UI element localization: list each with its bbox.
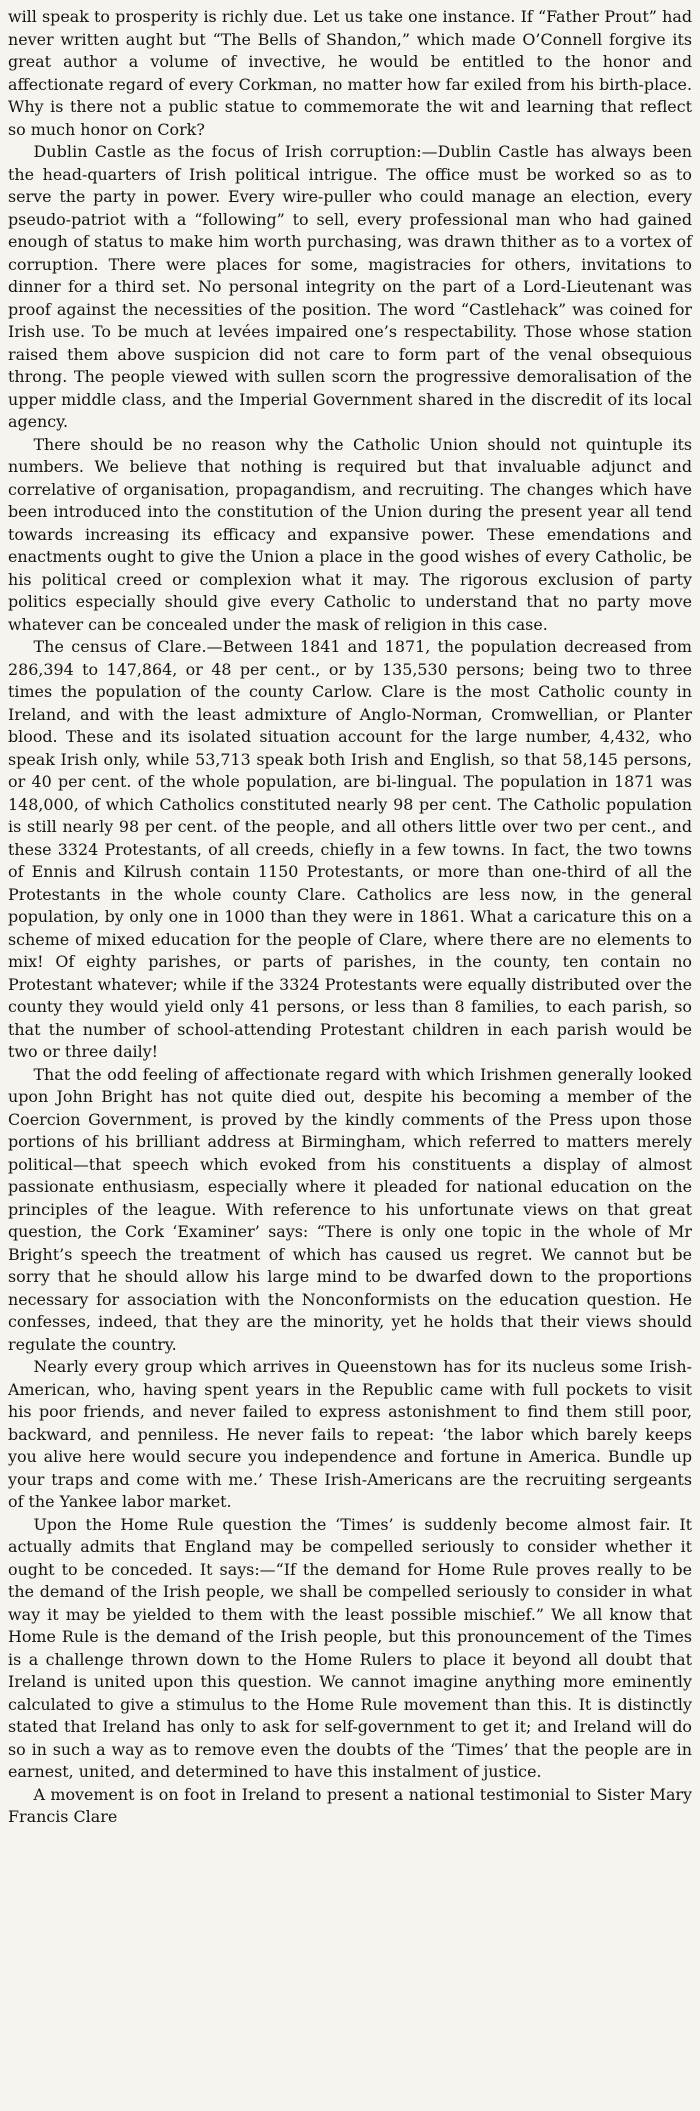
paragraph-text: Upon the Home Rule question the ‘Times’ is suddenly become almost fair. It actually admits that England may be compelled seriously to consider whether it ought to be conceded. It says:—“If the demand for Home Rule proves really to be the demand of the Irish people, we shall be compelled seriously to consider in what way it may be yielded to them with the least possible mischief.” We all know that Home Rule is the demand of the Irish people, but this pronouncement of the Times is a challenge thrown down to the Home Rulers to place it beyond all doubt that Ireland is united upon this question. We cannot imagine anything more eminently calculated to give a stimulus to the Home Rule movement than this. It is distinctly stated that Ireland has only to ask for self-government to get it; and Ireland will do so in such a way as to remove even the doubts of the ‘Times’ that the people are in earnest, united, and determined to have this instalment of justice. [8,1514,692,1781]
paragraph-queenstown [8,1356,692,1514]
paragraph-text: Between 1841 and 1871, the population decreased from 286,394 to 147,864, or 48 per cent., or by 135,530 persons; being two to three times the population of the county Carlow. Clare is the most Catholic county in Ireland, and with the least admixture of Anglo-Norman, Cromwellian, or Planter blood. These and its isolated situation account for the large number, 4,432, who speak Irish only, while 53,713 speak both Irish and English, so that 58,145 persons, or 40 per cent. of the whole population, are bi-lingual. The population in 1871 was 148,000, of which Catholics constituted nearly 98 per cent. The Catholic population is still nearly 98 per cent. of the people, and all others little over two per cent., and these 3324 Protestants, of all creeds, chiefly in a few towns. In fact, the two towns of Ennis and Kilrush contain 1150 Protestants, or more than one-third of all the Protestants in the whole county Clare. Catholics are less now, in the general population, by only one in 1000 than they were in 1861. What a caricature this on a scheme of mixed education for the people of Clare, where there are no elements to mix! Of eighty parishes, or parts of parishes, in the county, ten contain no Protestant whatever; while if the 3324 Protestants were equally distributed over the county they would yield only 41 persons, or less than 8 families, to each parish, so that the number of school-attending Protestant children in each parish would be two or three daily! [8,637,692,1061]
paragraph-father-prout [8,6,692,141]
paragraph-lead: Dublin Castle as the focus of Irish corruption:— [33,142,438,161]
paragraph-text: Nearly every group which arrives in Queenstown has for its nucleus some Irish-American, who, having spent years in the Republic came with full pockets to visit his poor friends, and never failed to express astonishment to find them still poor, backward, and penniless. He never fails to repeat: ‘the labor which barely keeps you alive here would secure you independence and fortune in America. Bundle up your traps and come with me.’ These Irish-Americans are the recruiting sergeants of the Yankee labor market. [8,1357,692,1511]
paragraph-testimonial [8,1784,692,1829]
paragraph-lead: The census of Clare.— [33,637,223,656]
paragraph-text: A movement is on foot in Ireland to present a national testimonial to Sister Mary Francis Clare [8,1784,692,1826]
paragraph-catholic-union [8,434,692,637]
paragraph-census-of-clare [8,636,692,1064]
paragraph-text: That the odd feeling of affectionate regard with which Irishmen generally looked upon John Bright has not quite died out, despite his becoming a member of the Coercion Government, is proved by the kindly comments of the Press upon those portions of his brilliant address at Birmingham, which referred to matters merely political—that speech which evoked from his constituents a display of almost passionate enthusiasm, especially where it pleaded for national education on the principles of the league. With reference to his unfortunate views on that great question, the Cork ‘Examiner’ says: “There is only one topic in the whole of Mr Bright’s speech the treatment of which has caused us regret. We cannot but be sorry that he should allow his large mind to be dwarfed down to the proportions necessary for association with the Nonconformists on the education question. He confesses, indeed, that they are the minority, yet he holds that their views should regulate the country. [8,1064,692,1354]
paragraph-john-bright [8,1064,692,1357]
paragraph-text: Dublin Castle has always been the head-quarters of Irish political intrigue. The office must be worked so as to serve the party in power. Every wire-puller who could manage an election, every pseudo-patriot with a “following” to sell, every professional man who had gained enough of status to make him worth purchasing, was drawn thither as to a vortex of corruption. There were places for some, magistracies for others, invitations to dinner for a third set. No personal integrity on the part of a Lord-Lieutenant was proof against the necessities of the position. The word “Castlehack” was coined for Irish use. To be much at levées impaired one’s respectability. Those whose station raised them above suspicion did not care to form part of the venal obsequious throng. The people viewed with sullen scorn the progressive demoralisation of the upper middle class, and the Imperial Government shared in the discredit of its local agency. [8,142,692,431]
paragraph-text: will speak to prosperity is richly due. Let us take one instance. If “Father Prout” had never written aught but “The Bells of Shandon,” which made O’Connell forgive its great author a volume of invective, he would be entitled to the honor and affectionate regard of every Corkman, no matter how far exiled from his birth-place. Why is there not a public statue to commemorate the wit and learning that reflect so much honor on Cork? [8,7,692,139]
paragraph-text: There should be no reason why the Catholic Union should not quintuple its numbers. We believe that nothing is required but that invaluable adjunct and correlative of organisation, propagandism, and recruiting. The changes which have been introduced into the constitution of the Union during the present year all tend towards increasing its efficacy and expansive power. These emendations and enactments ought to give the Union a place in the good wishes of every Catholic, be his political creed or complexion what it may. The rigorous exclusion of party politics especially should give every Catholic to understand that no party move whatever can be concealed under the mask of religion in this case. [8,434,692,634]
paragraph-home-rule [8,1514,692,1784]
paragraph-dublin-castle [8,141,692,434]
